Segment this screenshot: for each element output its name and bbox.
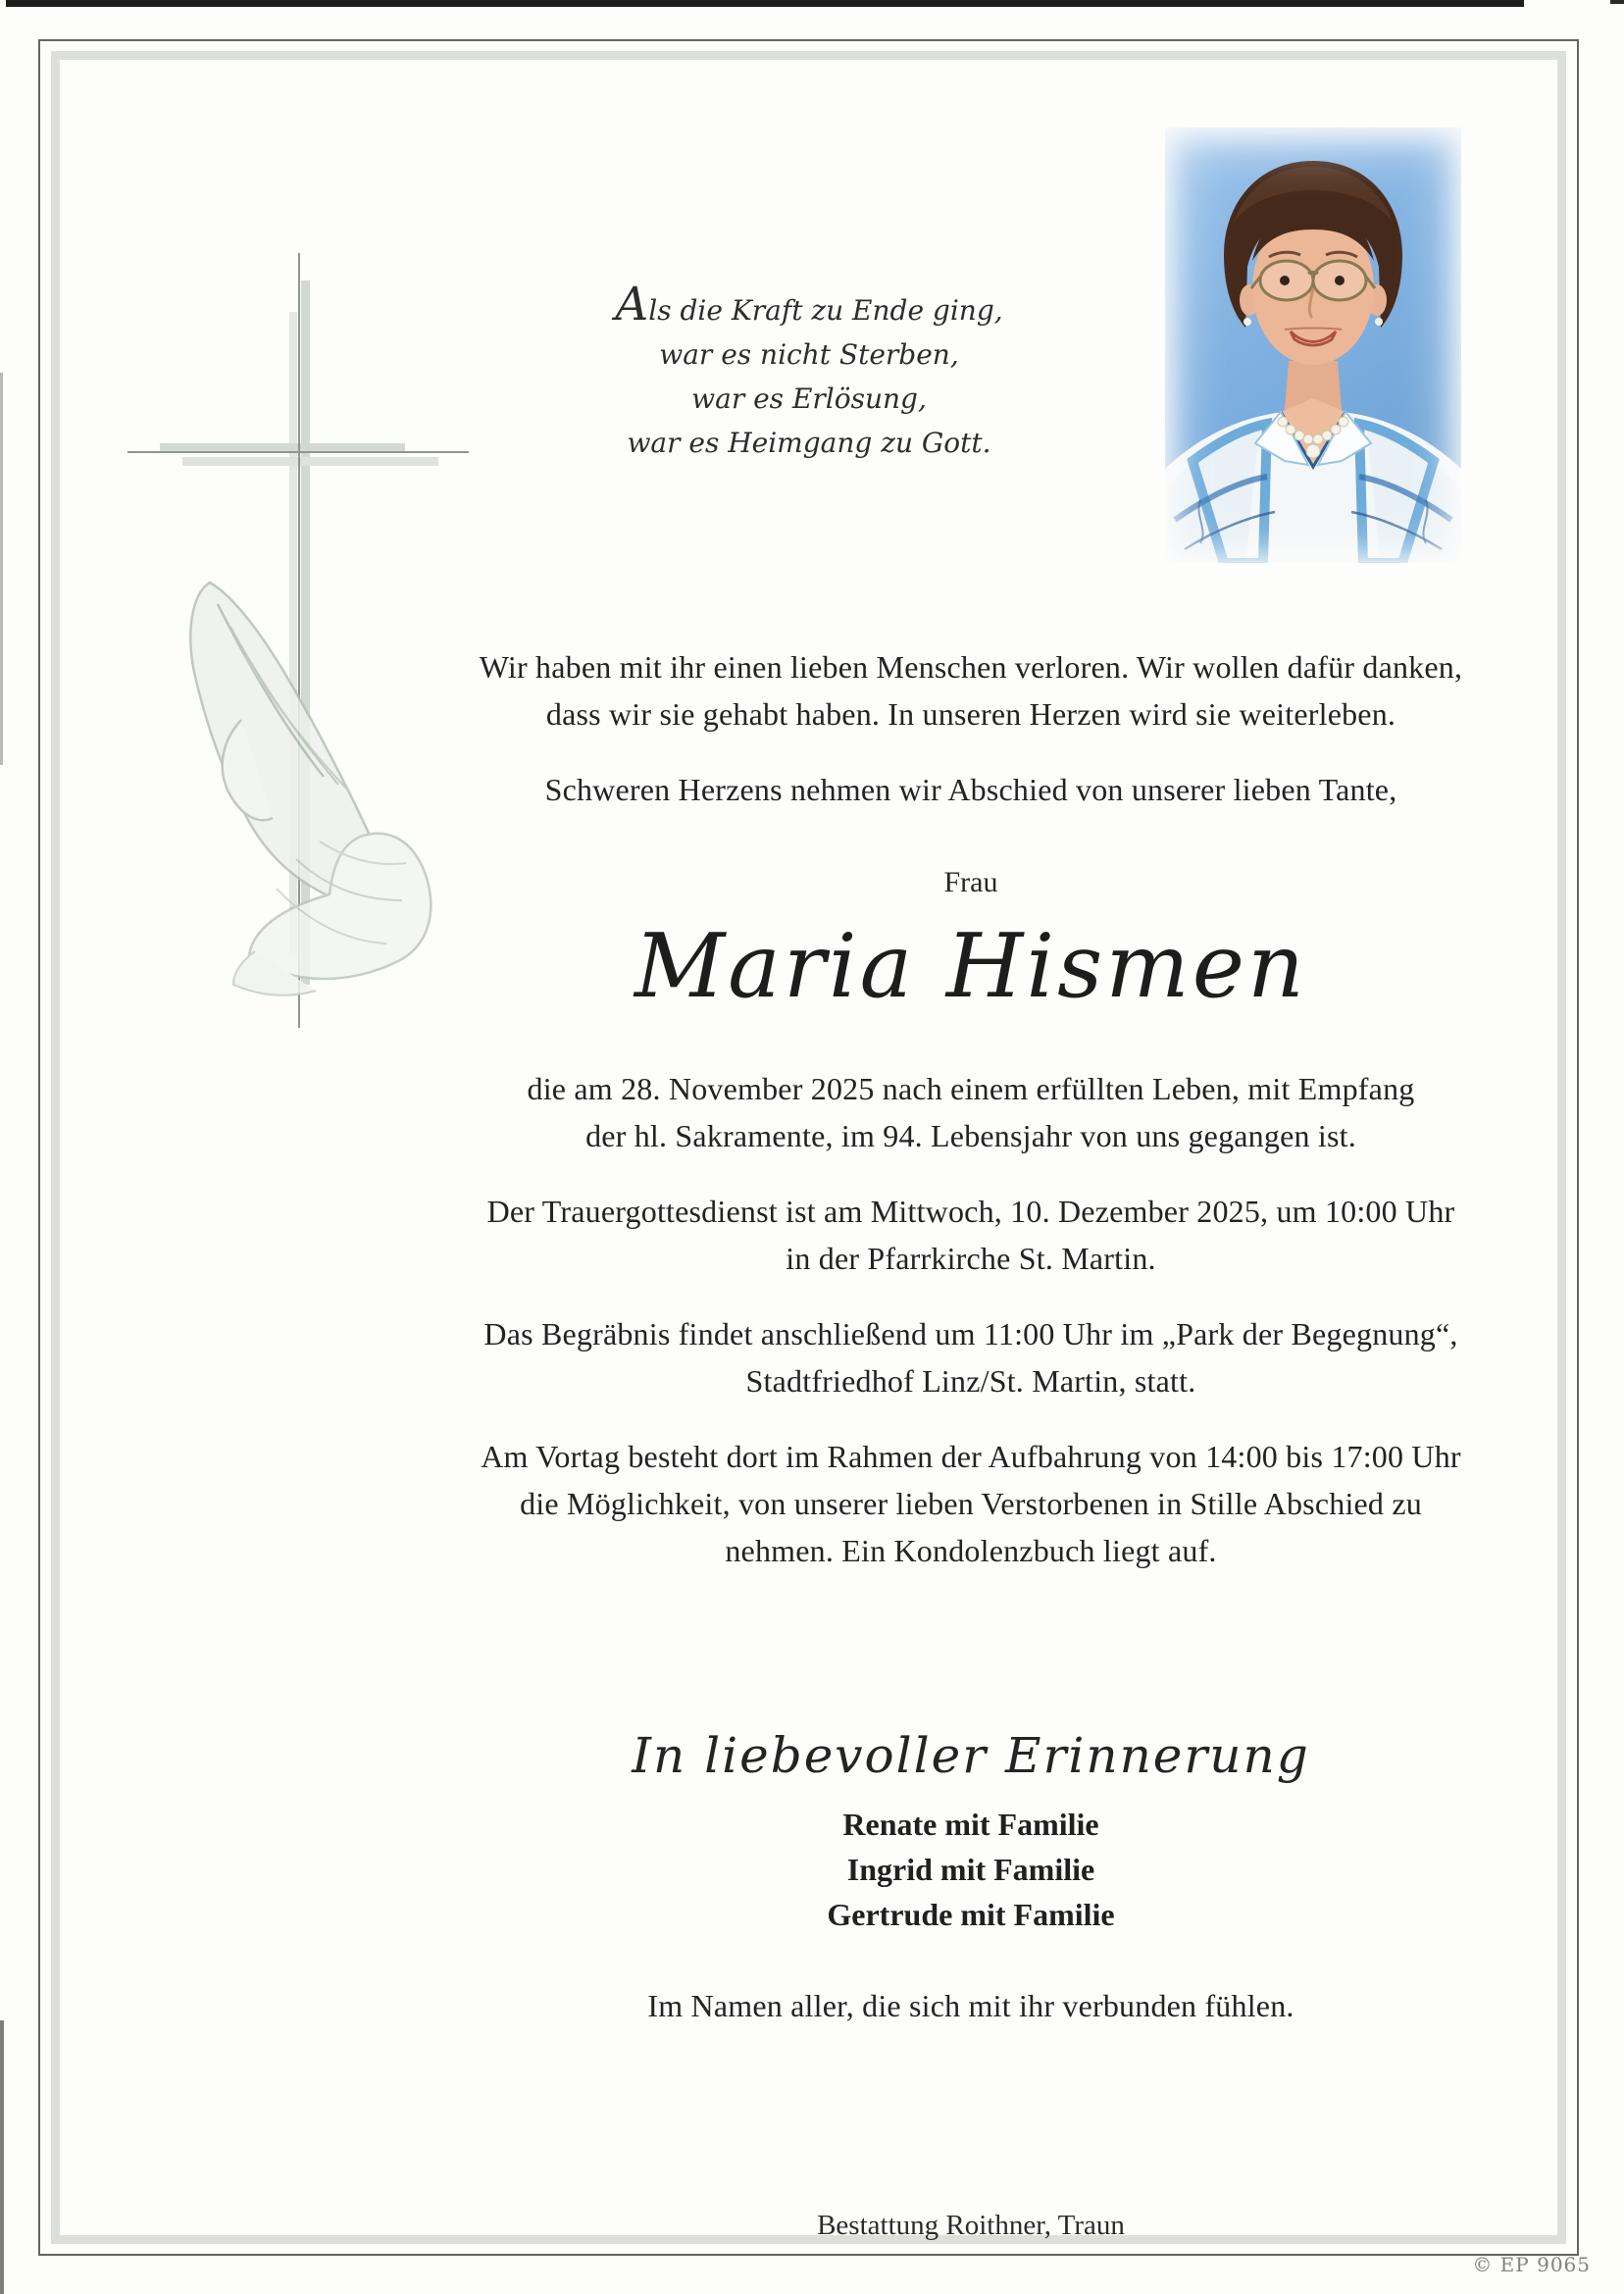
deceased-name: Maria Hismen (634, 915, 1307, 1018)
print-code: © EP 9065 (1472, 2253, 1591, 2276)
text-line: in der Pfarrkirche St. Martin. (786, 1241, 1156, 1276)
mourner-name: Renate mit Familie (842, 1807, 1099, 1842)
text-line: Stadtfriedhof Linz/St. Martin, statt. (745, 1363, 1196, 1399)
portrait-photo-image (1165, 127, 1461, 563)
text-line: Das Begräbnis findet anschließend um 11:00 Uhr im „Park der Begegnung“, (483, 1316, 1458, 1351)
text-line: Der Trauergottesdienst ist am Mittwoch, 10. Dezember 2025, um 10:00 Uhr (486, 1194, 1455, 1229)
text-line: Wir haben mit ihr einen lieben Menschen verloren. Wir wollen dafür danken, (479, 649, 1463, 685)
poem-initial: A (615, 278, 649, 331)
remembrance-heading: In liebevoller Erinnerung (632, 1727, 1310, 1784)
poem-line: Als die Kraft zu Ende ging, (615, 278, 1003, 331)
text-line: Am Vortag besteht dort im Rahmen der Aufbahrung von 14:00 bis 17:00 Uhr (481, 1439, 1461, 1474)
portrait-photo (1141, 106, 1486, 588)
scan-edge-artifact-top-right (1610, 0, 1624, 4)
farewell-line (375, 766, 1567, 813)
mourners-list (375, 1802, 1567, 1937)
scan-edge-artifact-left (0, 373, 3, 765)
poem-line: war es nicht Sterben, (659, 338, 959, 371)
viewing-paragraph (375, 1433, 1567, 1574)
poem-line: war es Erlösung, (691, 382, 927, 415)
text-line: die am 28. November 2025 nach einem erfüllten Leben, mit Empfang (527, 1071, 1415, 1106)
burial-paragraph (375, 1310, 1567, 1404)
cross-horizontal-bar-light (182, 457, 438, 466)
funeral-home: Bestattung Roithner, Traun (817, 2210, 1125, 2241)
mourner-name: Gertrude mit Familie (827, 1897, 1115, 1932)
cross-horizontal-line (127, 451, 469, 453)
poem-line: war es Heimgang zu Gott. (627, 427, 991, 459)
text-line: der hl. Sakramente, im 94. Lebensjahr von uns gegangen ist. (585, 1118, 1356, 1153)
service-paragraph (375, 1188, 1567, 1282)
scan-edge-artifact-top (6, 0, 1524, 7)
intro-paragraph (375, 643, 1567, 738)
text-line: nehmen. Ein Kondolenzbuch liegt auf. (725, 1533, 1217, 1568)
salutation: Frau (943, 866, 998, 898)
closing-line: Im Namen aller, die sich mit ihr verbunden fühlen. (647, 1988, 1294, 2023)
memorial-poem (490, 278, 1128, 465)
text-line: dass wir sie gehabt haben. In unseren Herzen wird sie weiterleben. (545, 696, 1396, 732)
scan-edge-artifact-left-bottom (0, 2020, 4, 2294)
text-line: die Möglichkeit, von unserer lieben Verstorbenen in Stille Abschied zu (520, 1486, 1422, 1521)
death-details-paragraph (375, 1065, 1567, 1159)
text-line: Schweren Herzens nehmen wir Abschied von unserer lieben Tante, (544, 772, 1397, 807)
mourner-name: Ingrid mit Familie (846, 1852, 1095, 1887)
